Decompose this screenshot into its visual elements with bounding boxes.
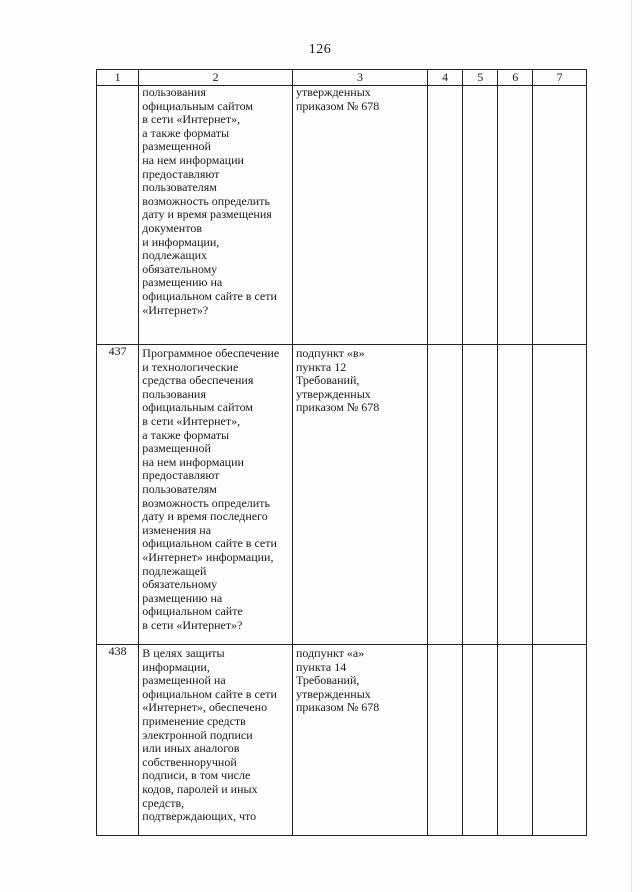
text-line: собственноручной bbox=[142, 754, 237, 769]
text-line: и информации, bbox=[142, 234, 220, 249]
text-line: а также форматы bbox=[142, 125, 230, 140]
text-line: подписи, в том числе bbox=[142, 768, 251, 783]
empty-cell bbox=[463, 645, 498, 836]
table-header-row bbox=[97, 70, 587, 86]
text-line: пользования bbox=[142, 386, 206, 401]
text-line: официальном сайте в сети bbox=[142, 686, 277, 701]
text-line: «Интернет»? bbox=[142, 302, 209, 317]
text-line: размещенной bbox=[142, 441, 211, 456]
text-line: кодов, паролей и иных bbox=[142, 781, 258, 796]
row-number: 437 bbox=[97, 345, 139, 645]
text-line: утвержденных bbox=[295, 85, 371, 99]
text-line: предоставляют bbox=[142, 468, 220, 483]
empty-cell bbox=[498, 345, 533, 645]
page-number: 126 bbox=[308, 42, 332, 57]
empty-cell bbox=[463, 345, 498, 645]
text-line: на нем информации bbox=[142, 152, 244, 167]
text-line: официальном сайте в сети bbox=[142, 536, 277, 551]
text-line: утвержденных bbox=[295, 386, 371, 401]
text-line: размещенной bbox=[142, 139, 211, 154]
text-line: изменения на bbox=[142, 522, 212, 537]
table-row bbox=[97, 86, 587, 345]
text-line: а также форматы bbox=[142, 427, 230, 442]
text-line: дату и время последнего bbox=[142, 509, 268, 524]
question-cell bbox=[139, 645, 293, 836]
text-line: пользователям bbox=[142, 481, 217, 496]
text-line: официальном сайте в сети bbox=[142, 288, 277, 303]
text-line: приказом № 678 bbox=[295, 700, 380, 715]
text-line: и технологические bbox=[142, 359, 239, 374]
empty-cell bbox=[463, 86, 498, 345]
text-line: предоставляют bbox=[142, 166, 220, 181]
text-line: средства обеспечения bbox=[142, 373, 254, 388]
text-line: информации, bbox=[142, 659, 210, 674]
empty-cell bbox=[533, 345, 587, 645]
text-line: подлежащей bbox=[142, 563, 207, 578]
text-line: подпункт «в» bbox=[295, 346, 365, 360]
text-line: электронной подписи bbox=[142, 727, 253, 742]
header-col-1: 1 bbox=[97, 70, 139, 86]
reference-cell bbox=[292, 645, 427, 836]
question-cell bbox=[139, 345, 293, 645]
text-line: возможность определить bbox=[142, 495, 270, 510]
header-col-4: 4 bbox=[428, 70, 463, 86]
text-line: размещенной на bbox=[142, 673, 226, 688]
question-cell bbox=[139, 86, 293, 345]
text-line: подлежащих bbox=[142, 248, 208, 263]
text-line: обязательному bbox=[142, 261, 218, 276]
text-line: пользования bbox=[142, 85, 206, 99]
scan-edge bbox=[631, 0, 632, 892]
text-line: в сети «Интернет»? bbox=[142, 617, 243, 632]
table-row bbox=[97, 645, 587, 836]
text-line: утвержденных bbox=[295, 686, 371, 701]
empty-cell bbox=[428, 645, 463, 836]
text-line: дату и время размещения bbox=[142, 207, 272, 222]
text-line: на нем информации bbox=[142, 454, 244, 469]
text-line: официальным сайтом bbox=[142, 400, 253, 415]
text-line: в сети «Интернет», bbox=[142, 413, 241, 428]
text-line: пункта 12 bbox=[295, 359, 347, 374]
text-line: В целях защиты bbox=[142, 646, 225, 660]
text-line: документов bbox=[142, 220, 202, 235]
reference-cell bbox=[292, 86, 427, 345]
text-line: пункта 14 bbox=[295, 659, 347, 674]
header-col-2: 2 bbox=[139, 70, 293, 86]
text-line: применение средств bbox=[142, 713, 246, 728]
text-line: Требований, bbox=[295, 373, 360, 388]
text-line: подпункт «а» bbox=[295, 646, 365, 660]
header-col-6: 6 bbox=[498, 70, 533, 86]
text-line: размещению на bbox=[142, 275, 223, 290]
text-line: пользователям bbox=[142, 180, 217, 195]
text-line: Программное обеспечение bbox=[142, 346, 280, 360]
reference-cell bbox=[292, 345, 427, 645]
text-line: возможность определить bbox=[142, 193, 270, 208]
text-line: официальным сайтом bbox=[142, 98, 253, 113]
header-col-3: 3 bbox=[292, 70, 427, 86]
row-number bbox=[97, 86, 139, 345]
empty-cell bbox=[428, 345, 463, 645]
empty-cell bbox=[533, 86, 587, 345]
text-line: средств, bbox=[142, 795, 185, 810]
row-number: 438 bbox=[97, 645, 139, 836]
text-line: обязательному bbox=[142, 577, 218, 592]
text-line: официальном сайте bbox=[142, 604, 243, 619]
text-line: размещению на bbox=[142, 590, 223, 605]
text-line: «Интернет», обеспечено bbox=[142, 700, 268, 715]
empty-cell bbox=[498, 86, 533, 345]
text-line: приказом № 678 bbox=[295, 98, 380, 113]
empty-cell bbox=[428, 86, 463, 345]
empty-cell bbox=[498, 645, 533, 836]
requirements-table bbox=[96, 69, 587, 836]
text-line: в сети «Интернет», bbox=[142, 112, 241, 127]
text-line: подтверждающих, что bbox=[142, 809, 257, 824]
empty-cell bbox=[533, 645, 587, 836]
table-row bbox=[97, 345, 587, 645]
header-col-7: 7 bbox=[533, 70, 587, 86]
text-line: или иных аналогов bbox=[142, 741, 240, 756]
header-col-5: 5 bbox=[463, 70, 498, 86]
text-line: Требований, bbox=[295, 673, 360, 688]
text-line: «Интернет» информации, bbox=[142, 549, 274, 564]
text-line: приказом № 678 bbox=[295, 400, 380, 415]
